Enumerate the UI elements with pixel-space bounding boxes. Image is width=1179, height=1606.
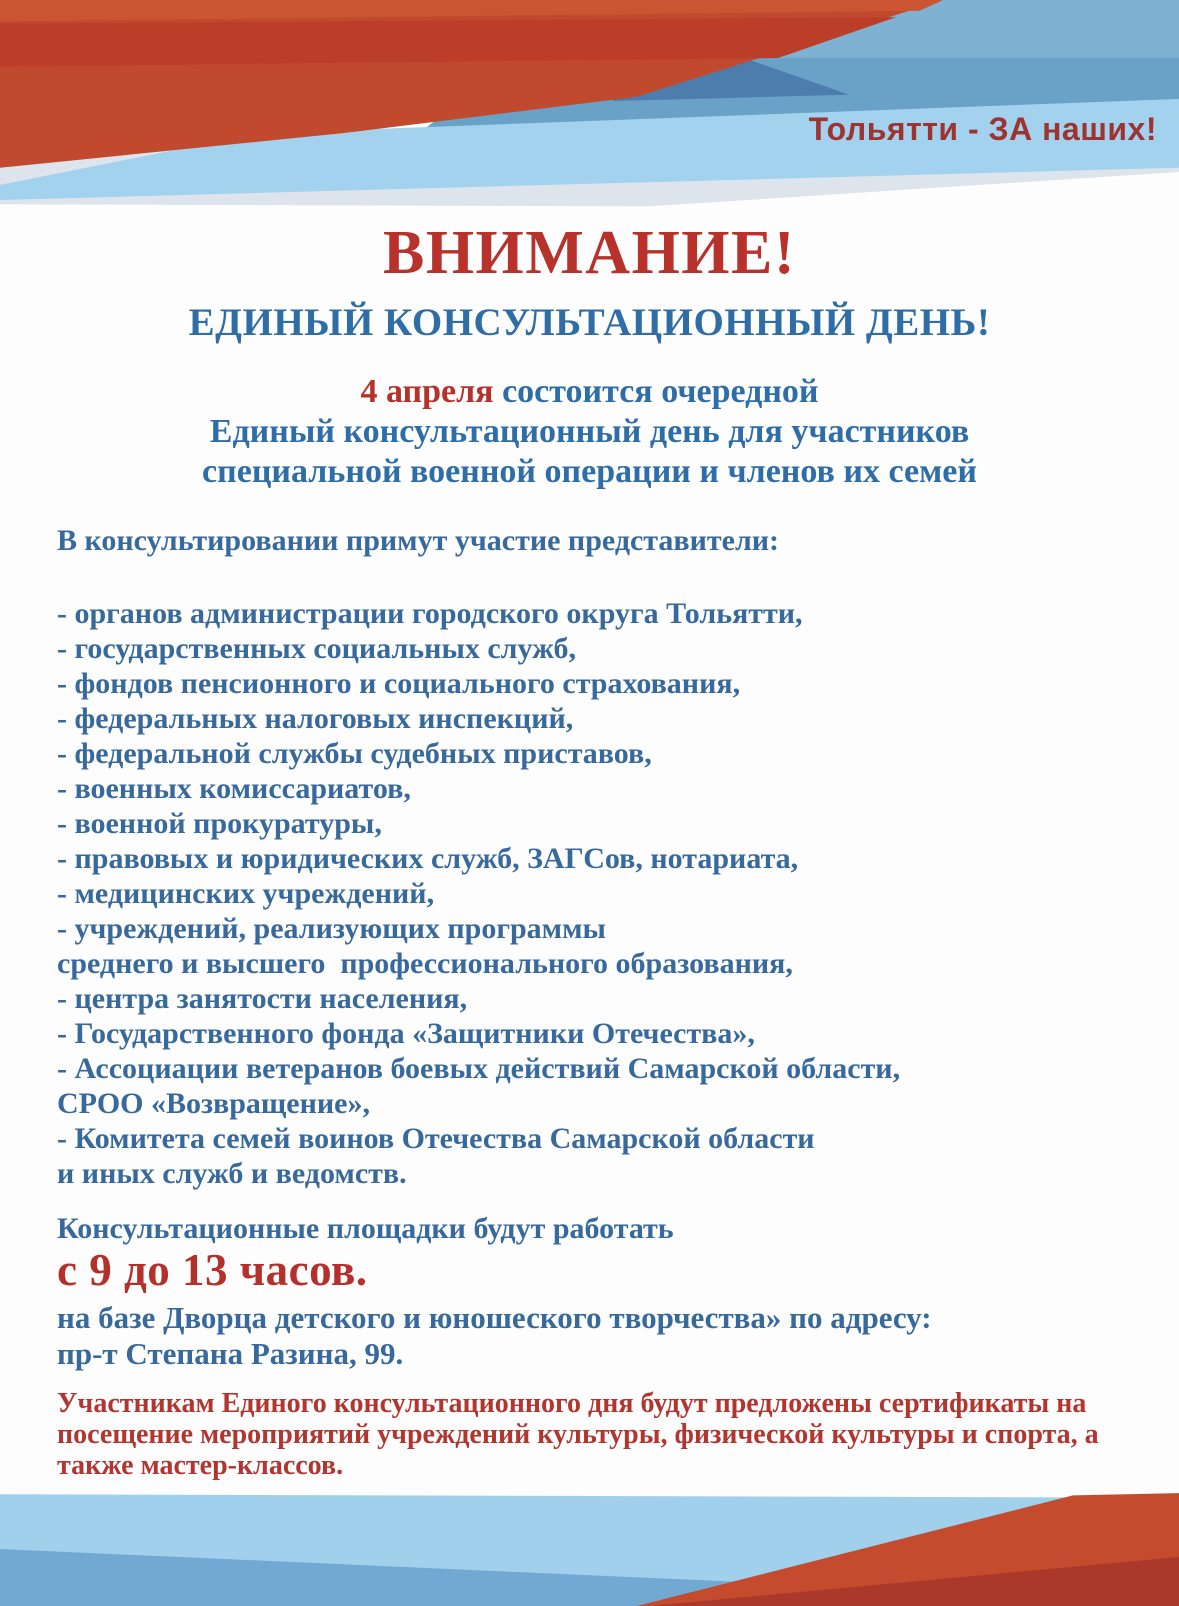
announcement-line3: специальной военной операции и членов их семей [202,453,977,490]
list-line: - правовых и юридических служб, ЗАГСов, нотариата, [57,842,799,875]
list-line: - фондов пенсионного и социального страхования, [57,667,741,700]
page-subtitle: ЕДИНЫЙ КОНСУЛЬТАЦИОННЫЙ ДЕНЬ! [188,301,991,344]
schedule-work-line: Консультационные площадки будут работать [57,1212,674,1245]
schedule-hours: с 9 до 13 часов. [57,1245,368,1295]
city-slogan: Тольятти - ЗА наших! [808,111,1157,147]
intro-text: В консультировании примут участие представители: [57,524,780,557]
list-line: - Государственного фонда «Защитники Отечества», [57,1017,755,1050]
list-line: - государственных социальных служб, [57,632,576,665]
list-line: - военных комиссариатов, [57,772,411,805]
announcement-date-rest: состоится очередной [493,373,819,410]
list-line: и иных служб и ведомств. [57,1157,407,1190]
venue-address [57,1300,932,1372]
announcement-line2: Единый консультационный день для участников [209,413,970,450]
announcement-date: 4 апреля [360,373,494,410]
list-line: - Комитета семей воинов Отечества Самарской области [57,1122,815,1155]
page-title: ВНИМАНИЕ! [382,219,797,287]
announcement-block [0,372,1179,492]
announcement-line1 [0,372,1179,412]
list-line: СРОО «Возвращение», [57,1087,370,1120]
footer-decoration [0,1492,1179,1606]
list-line: - федеральных налоговых инспекций, [57,702,574,735]
venue-line1: на базе Дворца детского и юношеского творчества» по адресу: [57,1300,932,1335]
venue-line2: пр-т Степана Разина, 99. [57,1336,404,1371]
list-line: среднего и высшего профессионального образования, [57,947,793,980]
list-line: - федеральной службы судебных приставов, [57,737,652,770]
list-line: - центра занятости населения, [57,982,468,1015]
list-line: - учреждений, реализующих программы [57,912,606,945]
header-decoration [0,0,1179,215]
list-line: - органов администрации городского округа Тольятти, [57,597,803,630]
participants-list [57,596,900,1191]
list-line: - военной прокуратуры, [57,807,382,840]
list-line: - Ассоциации ветеранов боевых действий Самарской области, [57,1052,901,1085]
list-line: - медицинских учреждений, [57,877,435,910]
footer-note: Участникам Единого консультационного дня будут предложены сертификаты на посещение мероприятий учреждений культуры, физической культуры и спорта, а также мастер-классов. [57,1388,1099,1481]
